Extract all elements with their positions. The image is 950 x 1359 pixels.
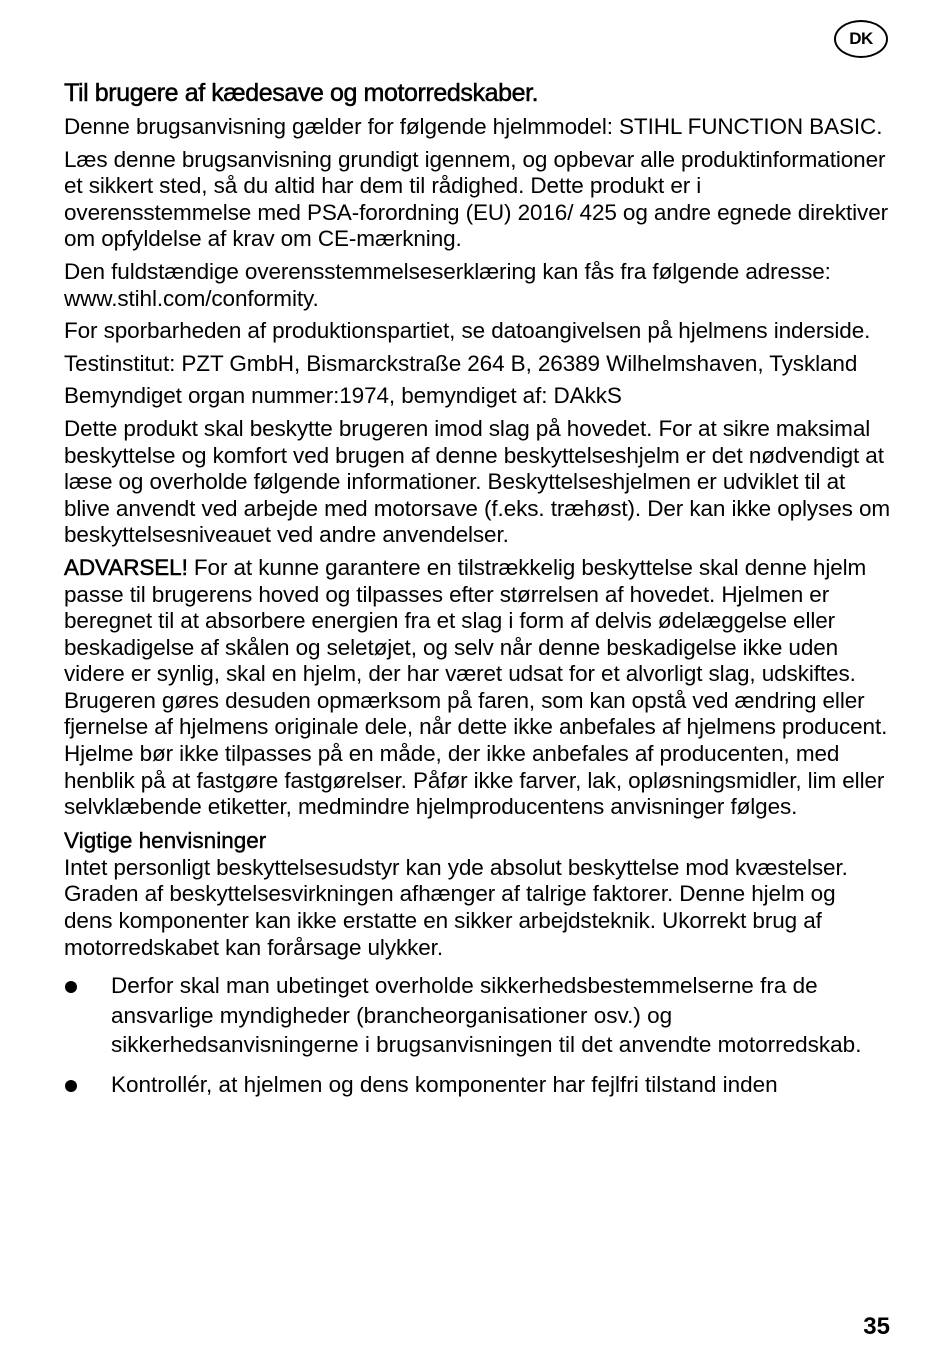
paragraph-test-institute: Testinstitut: PZT GmbH, Bismarckstraße 264 B, 26389 Wilhelmshaven, Tyskland [64, 350, 858, 376]
warning-label: ADVARSEL! [64, 554, 188, 580]
page-number: 35 [863, 1313, 890, 1340]
bullet-list [64, 971, 890, 1099]
paragraph-traceability: For sporbarheden af produktionspartiet, se datoangivelsen på hjelmens inderside. [64, 318, 871, 344]
section-paragraph: Intet personligt beskyttelsesudstyr kan yde absolut beskyttelse mod kvæstelser. Graden af beskyttelsesvirkningen afhænger af talrige faktorer. Denne hjelm og dens komponenter kan ikke erstatte en sikker arbejdsteknik. Ukorrekt brug af motorredskabet kan forårsage ulykker. [64, 854, 848, 960]
paragraph-purpose: Dette produkt skal beskytte brugeren imod slag på hovedet. For at sikre maksimal beskyttelse og komfort ved brugen af denne beskyttelseshjelm er det nødvendigt at læse og overholde følgende informationer. Beskyttelseshjelmen er udviklet til at blive anvendt ved arbejde med motorsave (f.eks. træhøst). Der kan ikke oplyses om beskyttelsesniveauet ved andre anvendelser. [64, 415, 891, 548]
list-item-text: Kontrollér, at hjelmen og dens komponenter har fejlfri tilstand inden [111, 1071, 778, 1097]
document-body [64, 78, 890, 1109]
paragraph-model: Denne brugsanvisning gælder for følgende hjelmmodel: STIHL FUNCTION BASIC. [64, 114, 883, 139]
warning-paragraph [64, 555, 890, 821]
paragraph-notified-body: Bemyndiget organ nummer:1974, bemyndiget af: DAkkS [64, 383, 622, 409]
document-title: Til brugere af kædesave og motorredskaber. [64, 79, 539, 107]
list-item-text: Derfor skal man ubetinget overholde sikkerhedsbestemmelserne fra de ansvarlige myndigheder (brancheorganisationer osv.) og sikkerhedsanvisningerne i brugsanvisningen til det anvendte motorredskab. [111, 973, 862, 1058]
bullet-icon [65, 1080, 77, 1092]
paragraph-read-instructions: Læs denne brugsanvisning grundigt igennem, og opbevar alle produktinformationer et sikkert sted, så du altid har dem til rådighed. Dette produkt er i overensstemmelse med PSA-forordning (EU) 2016/ 425 og andre egnede direktiver om opfyldelse af krav om CE-mærkning. [64, 146, 888, 252]
list-item [64, 971, 890, 1060]
paragraph-conformity: Den fuldstændige overensstemmelseserklæring kan fås fra følgende adresse: www.stihl.com/conformity. [64, 258, 831, 311]
warning-text: For at kunne garantere en tilstrækkelig beskyttelse skal denne hjelm passe til brugerens hoved og tilpasses efter størrelsen af hovedet. Hjelmen er beregnet til at absorbere energien fra et slag i form af delvis ødelæggelse eller beskadigelse af skålen og seletøjet, og selv når denne beskadigelse ikke uden videre er synlig, skal en hjelm, der har været udsat for et alvorligt slag, udskiftes. Brugeren gøres desuden opmærksom på faren, som kan opstå ved ændring eller fjernelse af hjelmens originale dele, når dette ikke anbefales af hjelmens producent. Hjelme bør ikke tilpasses på en måde, der ikke anbefales af producenten, med henblik på at fastgøre fastgørelser. Påfør ikke farver, lak, opløsningsmidler, lim eller selvklæbende etiketter, medmindre hjelmproducentens anvisninger følges. [64, 554, 888, 820]
section-heading: Vigtige henvisninger [64, 827, 267, 853]
language-badge-dk: DK [834, 20, 888, 58]
bullet-icon [65, 981, 77, 993]
list-item [64, 1070, 890, 1100]
